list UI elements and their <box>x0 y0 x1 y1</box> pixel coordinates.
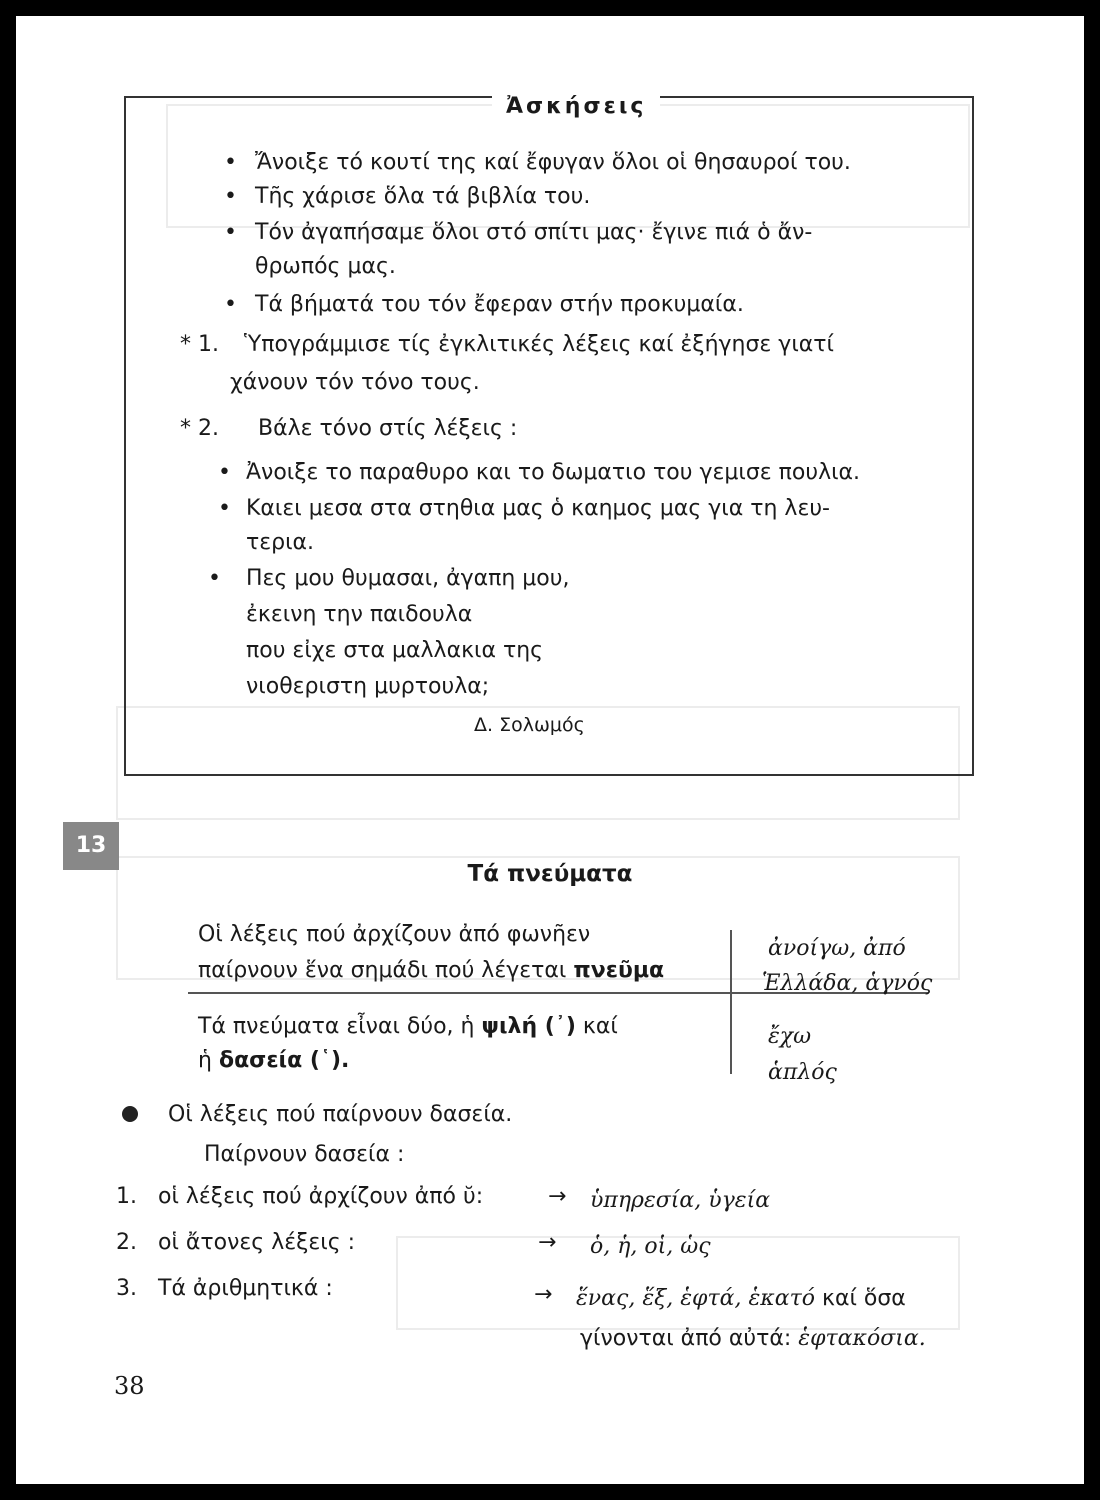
rule-3-arrow: → <box>534 1282 553 1307</box>
exercise-2-sentence-2: Καιει μεσα στα στηθια μας ὁ καημος μας για τη λευ- <box>246 496 830 521</box>
poem-line-2: ἐκεινη την παιδουλα <box>246 602 473 627</box>
rule-3-examples-line1: ἕνας, ἕξ, ἑφτά, ἑκατό καί ὅσα <box>576 1286 906 1311</box>
table-row2-right-line2: ἁπλός <box>768 1060 837 1085</box>
bullet-dot: • <box>218 496 231 521</box>
page-number: 38 <box>114 1372 145 1400</box>
exercise-1-text-cont: χάνουν τόν τόνο τους. <box>230 370 480 395</box>
exercise-1-text: Ὑπογράμμισε τίς ἐγκλιτικές λέξεις καί ἐξήγησε γιατί <box>244 332 834 357</box>
table-row1-right-line1: ἀνοίγω, ἀπό <box>768 936 906 961</box>
chapter-badge: 13 <box>63 822 119 870</box>
exercise-1-marker: * 1. <box>180 332 219 357</box>
bullet-dot: • <box>218 460 231 485</box>
exercise-bullet-3-cont: θρωπός μας. <box>255 254 396 279</box>
table-divider-vertical <box>730 930 732 1074</box>
exercise-bullet-3: Τόν ἀγαπήσαμε ὅλοι στό σπίτι μας· ἔγινε πιά ὁ ἄν- <box>255 220 813 245</box>
bullet-dot: • <box>224 184 237 209</box>
rules-subheading: Παίρνουν δασεία : <box>204 1142 405 1167</box>
table-row1-left-line1: Οἱ λέξεις πού ἀρχίζουν ἀπό φωνῆεν <box>198 922 591 947</box>
exercise-2-sentence-1: Ἀνοιξε το παραθυρο και το δωματιο του γεμισε πουλια. <box>246 460 861 485</box>
rule-1-text: οἱ λέξεις πού ἀρχίζουν ἀπό ῠ: <box>158 1184 484 1209</box>
exercise-2-sentence-2-cont: τερια. <box>246 530 315 555</box>
bullet-dot: • <box>208 566 221 591</box>
poem-line-3: που εἰχε στα μαλλακια της <box>246 638 544 663</box>
exercise-2-text: Βάλε τόνο στίς λέξεις : <box>258 416 518 441</box>
table-row1-right-line2: Ἑλλάδα, ἁγνός <box>762 971 933 996</box>
rule-2-arrow: → <box>538 1230 557 1255</box>
rule-1-number: 1. <box>116 1184 137 1209</box>
rule-2-text: οἱ ἄτονες λέξεις : <box>158 1230 356 1255</box>
rule-3-examples-line2: γίνονται ἀπό αὐτά: ἑφτακόσια. <box>580 1326 926 1351</box>
poem-line-4: νιοθεριστη μυρτουλα; <box>246 674 490 699</box>
rule-2-number: 2. <box>116 1230 137 1255</box>
rule-3-text: Τά ἀριθμητικά : <box>158 1276 333 1301</box>
rules-heading: Οἱ λέξεις πού παίρνουν δασεία. <box>168 1102 513 1127</box>
table-row2-left-line1: Τά πνεύματα εἶναι δύο, ἡ ψιλή (᾿) καί <box>198 1014 618 1039</box>
poem-author: Δ. Σολωμός <box>474 714 585 736</box>
table-row1-left-line2: παίρνουν ἕνα σημάδι πού λέγεται πνεῦμα <box>198 958 665 983</box>
table-row2-right-line1: ἔχω <box>768 1024 812 1049</box>
book-page <box>16 16 1084 1484</box>
rule-3-number: 3. <box>116 1276 137 1301</box>
rule-1-arrow: → <box>548 1184 567 1209</box>
exercise-bullet-4: Τά βήματά του τόν ἔφεραν στήν προκυμαία. <box>255 292 744 317</box>
exercises-title: Ἀσκήσεις <box>492 94 660 119</box>
bullet-dot: • <box>224 220 237 245</box>
exercise-bullet-2: Τῆς χάρισε ὅλα τά βιβλία του. <box>255 184 591 209</box>
section-title: Τά πνεύματα <box>467 861 633 887</box>
exercise-bullet-1: Ἄνοιξε τό κουτί της καί ἔφυγαν ὅλοι οἱ θησαυροί του. <box>255 150 851 175</box>
bullet-dot: • <box>224 150 237 175</box>
bullet-dot: • <box>224 292 237 317</box>
section-bullet <box>122 1106 138 1122</box>
rule-1-examples: ὑπηρεσία, ὑγεία <box>590 1188 771 1213</box>
poem-line-1: Πες μου θυμασαι, ἀγαπη μου, <box>246 566 570 591</box>
exercise-2-marker: * 2. <box>180 416 219 441</box>
rule-2-examples: ὁ, ἡ, οἱ, ὡς <box>590 1234 711 1259</box>
table-row2-left-line2: ἡ δασεία (῾). <box>198 1048 350 1073</box>
